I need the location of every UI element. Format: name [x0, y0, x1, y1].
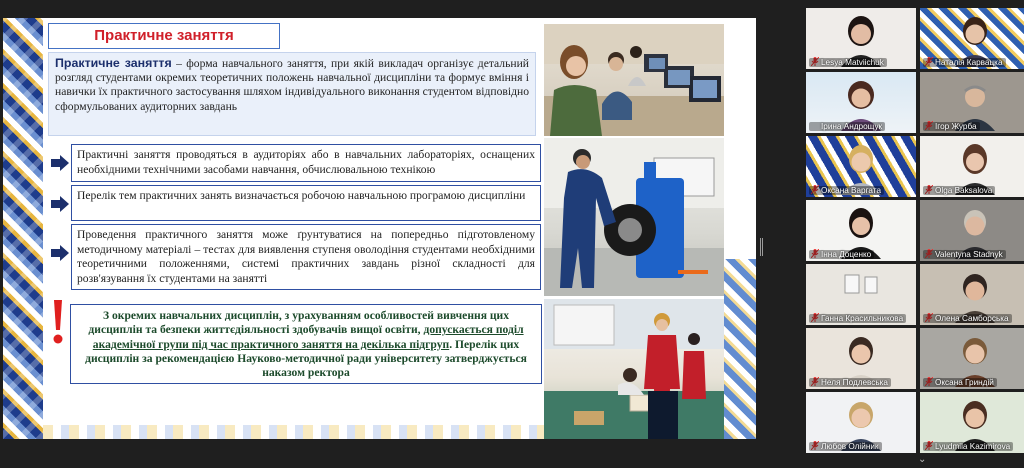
- bullet-item: Перелік тем практичних занять визначається робочою навчальною програмою дисципліни: [71, 185, 541, 221]
- note-box: [70, 304, 542, 384]
- panel-resize-handle[interactable]: [760, 238, 763, 256]
- participant-tile[interactable]: [920, 8, 1024, 69]
- photo-tire-workshop: [544, 138, 724, 296]
- participant-tile-active-speaker[interactable]: [806, 72, 916, 133]
- arrow-right-icon: [51, 155, 69, 171]
- slide-ornament-left: [3, 18, 43, 439]
- slide-ornament-right: [724, 259, 756, 439]
- participant-name: Оксана Варгата: [809, 186, 884, 195]
- participant-tile[interactable]: [806, 264, 916, 325]
- participant-name: Lyudmila Kazimirova: [923, 442, 1013, 451]
- participant-tile[interactable]: [920, 328, 1024, 389]
- arrow-right-icon: [51, 245, 69, 261]
- note-text: З окремих навчальних дисциплін, з урахуванням особливостей вивчення цих дисциплін та безпеки життєдіяльності здобувачів вищої освіти,: [88, 309, 510, 337]
- participant-name: Оксана Гриндій: [923, 378, 997, 387]
- chevron-down-icon[interactable]: ⌄: [918, 454, 927, 465]
- participant-name: Valentyna Stadnyk: [923, 250, 1006, 259]
- participant-name: Наталія Карвацка: [923, 58, 1006, 67]
- participant-tile[interactable]: [806, 392, 916, 453]
- participant-tile[interactable]: [920, 200, 1024, 261]
- photo-first-aid-training: [544, 299, 724, 439]
- participant-tile[interactable]: [806, 8, 916, 69]
- participant-tile[interactable]: [920, 392, 1024, 453]
- shared-slide: [3, 18, 756, 439]
- participant-tile[interactable]: [806, 136, 916, 197]
- bullet-item: Практичні заняття проводяться в аудиторіях або в навчальних лабораторіях, оснащених необхідними технічними засобами навчання, обчислювальною технікою: [71, 144, 541, 182]
- participant-name: Ганна Красильникова: [809, 314, 906, 323]
- participant-tile[interactable]: [920, 264, 1024, 325]
- participant-name: Олена Самборська: [923, 314, 1012, 323]
- definition-term: Практичне заняття: [55, 56, 172, 70]
- definition-text: – форма навчального заняття, при якій викладач організує детальний розгляд студентами окремих теоретичних положень навчальної дисципліни та формує вміння і навички їх практичного застосування шляхом індивідуального виконання студентом відповідно сформульованих аудиторних завдань: [55, 57, 529, 113]
- participant-name: Ірина Андрощук: [809, 122, 885, 131]
- definition-box: [48, 52, 536, 136]
- participant-tile[interactable]: [920, 72, 1024, 133]
- note-text-end: . Перелік цих дисциплін за рекомендацією Науково-методичної ради університету затверджується наказом ректора: [85, 337, 527, 380]
- arrow-right-icon: [51, 196, 69, 212]
- participant-tile[interactable]: [806, 328, 916, 389]
- note-underlined: допускається поділ академічної групи під час практичного заняття на декілька підгруп: [92, 323, 524, 351]
- participant-name: Любов Олійник: [809, 442, 882, 451]
- slide-title: Практичне заняття: [48, 23, 280, 49]
- bullet-item: Проведення практичного заняття може ґрунтуватися на попередньо підготовленому методичному матеріалі – тестах для виявлення ступеня оволодіння студентами необхідними теоретичними положеннями, системі практичних завдань різної складності для розв'язування їх студентами на занятті: [71, 224, 541, 290]
- exclamation-icon: [50, 298, 66, 346]
- photo-computer-class: [544, 24, 724, 136]
- participant-tile[interactable]: [920, 136, 1024, 197]
- participant-name: Ігор Журба: [923, 122, 980, 131]
- participant-name: Інна Доценко: [809, 250, 874, 259]
- participant-tile[interactable]: [806, 200, 916, 261]
- participant-gallery: [806, 8, 1024, 454]
- participant-name: Неля Подлевська: [809, 378, 891, 387]
- participant-name: Olga Baksalova: [923, 186, 995, 195]
- participant-name: Lesya Matviichuk: [809, 58, 887, 67]
